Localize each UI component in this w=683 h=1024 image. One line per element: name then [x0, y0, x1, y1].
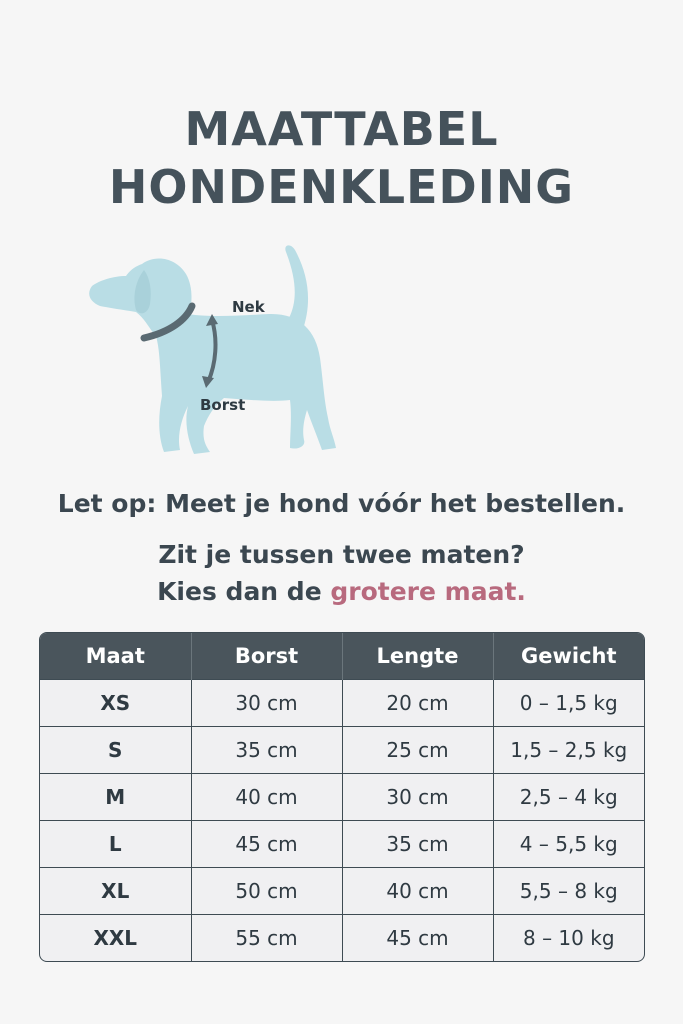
neck-label: Nek	[232, 298, 265, 316]
cell-lengte: 45 cm	[342, 915, 493, 962]
cell-maat: XL	[40, 868, 191, 915]
title-line-1: MAATTABEL	[184, 102, 499, 156]
cell-lengte: 40 cm	[342, 868, 493, 915]
cell-gewicht: 5,5 – 8 kg	[493, 868, 644, 915]
table-header-row	[40, 633, 644, 680]
tip-line-2	[0, 573, 683, 610]
table-row	[40, 680, 644, 727]
table-row	[40, 868, 644, 915]
cell-lengte: 30 cm	[342, 774, 493, 821]
cell-borst: 40 cm	[191, 774, 342, 821]
size-tip	[0, 536, 683, 610]
cell-lengte: 25 cm	[342, 727, 493, 774]
cell-maat: L	[40, 821, 191, 868]
dog-measurement-illustration	[84, 240, 354, 465]
table-row	[40, 774, 644, 821]
size-table-grid	[40, 633, 644, 961]
cell-maat: XXL	[40, 915, 191, 962]
page-title	[0, 100, 683, 216]
tip-line-1: Zit je tussen twee maten?	[158, 540, 525, 569]
size-table	[39, 632, 645, 962]
header-lengte: Lengte	[342, 633, 493, 680]
tip-line-2-prefix: Kies dan de	[157, 577, 331, 606]
cell-gewicht: 4 – 5,5 kg	[493, 821, 644, 868]
chest-label: Borst	[200, 396, 246, 414]
cell-borst: 30 cm	[191, 680, 342, 727]
header-borst: Borst	[191, 633, 342, 680]
cell-lengte: 35 cm	[342, 821, 493, 868]
table-row	[40, 727, 644, 774]
header-maat: Maat	[40, 633, 191, 680]
table-row	[40, 915, 644, 962]
cell-gewicht: 1,5 – 2,5 kg	[493, 727, 644, 774]
header-gewicht: Gewicht	[493, 633, 644, 680]
cell-maat: M	[40, 774, 191, 821]
cell-borst: 45 cm	[191, 821, 342, 868]
cell-borst: 55 cm	[191, 915, 342, 962]
cell-borst: 35 cm	[191, 727, 342, 774]
cell-gewicht: 2,5 – 4 kg	[493, 774, 644, 821]
cell-maat: S	[40, 727, 191, 774]
cell-gewicht: 0 – 1,5 kg	[493, 680, 644, 727]
table-row	[40, 821, 644, 868]
cell-gewicht: 8 – 10 kg	[493, 915, 644, 962]
dog-body	[156, 312, 336, 454]
cell-maat: XS	[40, 680, 191, 727]
cell-borst: 50 cm	[191, 868, 342, 915]
title-line-2: HONDENKLEDING	[108, 160, 575, 214]
cell-lengte: 20 cm	[342, 680, 493, 727]
tip-accent: grotere maat.	[330, 577, 526, 606]
measure-notice: Let op: Meet je hond vóór het bestellen.	[57, 489, 626, 518]
